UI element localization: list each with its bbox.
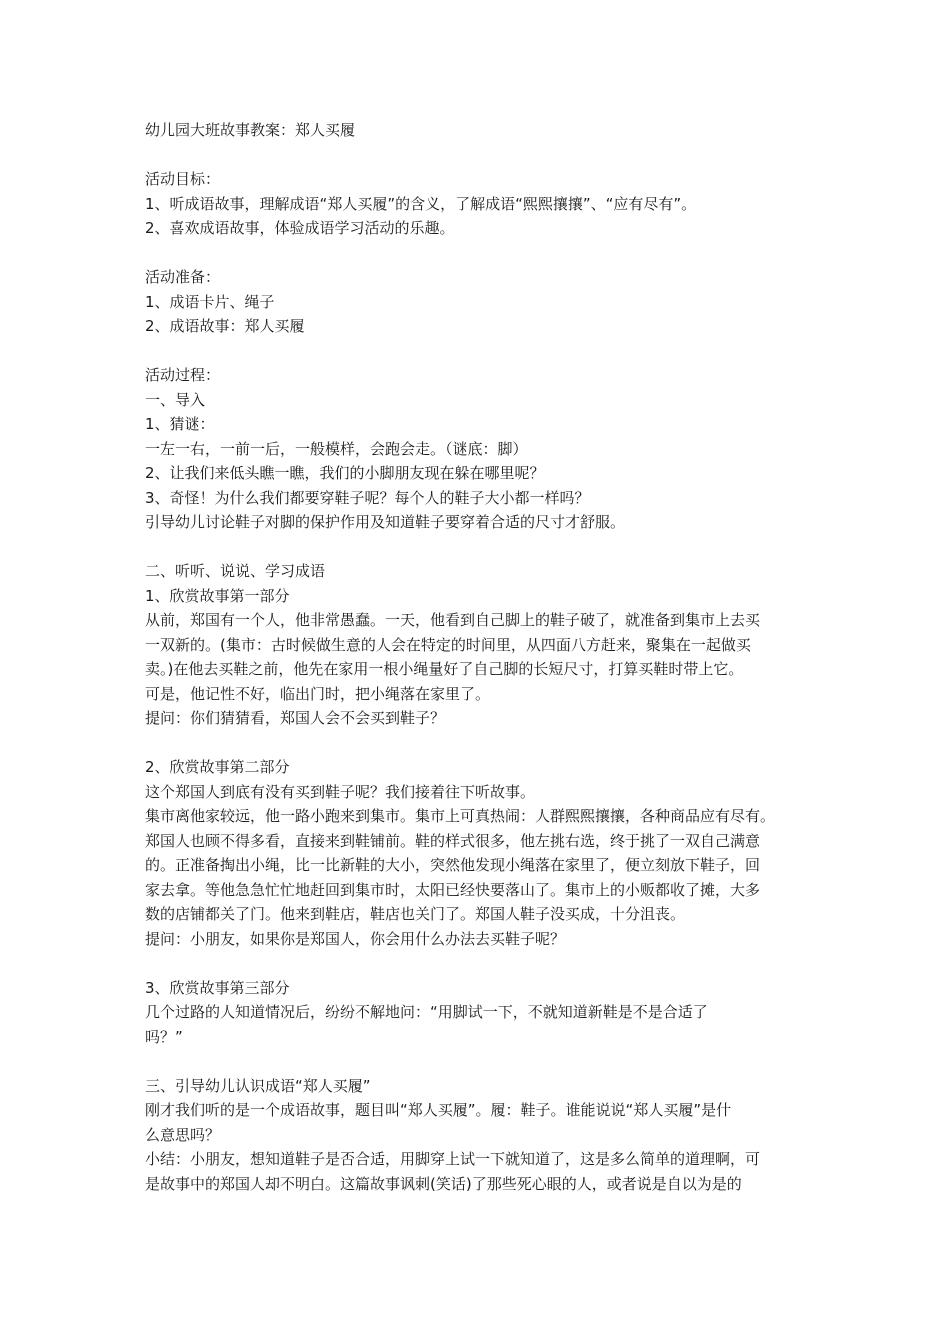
text-line: 一双新的。(集市：古时候做生意的人会在特定的时间里，从四面八方赶来，聚集在一起做买 [145,635,751,654]
document-title: 幼儿园大班故事教案：郑人买履 [145,121,356,139]
text-line: 是故事中的郑国人却不明白。这篇故事讽刺(笑话)了那些死心眼的人，或者说是自以为是的 [145,1174,742,1193]
text-line: 从前，郑国有一个人，他非常愚蠢。一天，他看到自己脚上的鞋子破了，就准备到集市上去买 [145,611,761,629]
text-line: 的。正准备掏出小绳，比一比新鞋的大小，突然他发现小绳落在家里了，便立刻放下鞋子，回 [145,856,761,874]
text-line: 数的店铺都关了门。他来到鞋店，鞋店也关门了。郑国人鞋子没买成，十分沮丧。 [145,905,686,923]
part3-heading: 三、引导幼儿认识成语“郑人买履” [145,1076,371,1095]
text-line: 郑国人也顾不得多看，直接来到鞋铺前。鞋的样式很多，他左挑右选，终于挑了一双自己满意 [145,831,761,850]
prep-item: 2、成语故事：郑人买履 [145,317,305,335]
text-line: 吗？” [145,1027,183,1046]
text-line: 家去拿。等他急急忙忙地赶回到集市时，太阳已经快要落山了。集市上的小贩都收了摊，大多 [145,880,761,899]
spacer [145,951,810,976]
spacer [145,731,810,756]
spacer [145,339,810,364]
text-line: 3、奇怪！为什么我们都要穿鞋子呢？每个人的鞋子大小都一样吗？ [145,488,590,507]
text-line: 这个郑国人到底有没有买到鞋子呢？我们接着往下听故事。 [145,782,536,801]
prep-heading: 活动准备： [145,268,221,286]
goal-item: 2、喜欢成语故事，体验成语学习活动的乐趣。 [145,219,455,237]
text-line: 提问：你们猜猜看，郑国人会不会买到鞋子？ [145,709,446,727]
goals-heading: 活动目标： [145,170,221,188]
text-line: 小结：小朋友，想知道鞋子是否合适，用脚穿上试一下就知道了，这是多么简单的道理啊，可 [145,1150,761,1168]
text-line: 卖。)在他去买鞋之前，他先在家用一根小绳量好了自己脚的长短尺寸，打算买鞋时带上它。 [145,660,744,678]
text-line: 可是，他记性不好，临出门时，把小绳落在家里了。 [145,684,491,703]
text-line: 1、猜谜： [145,415,215,433]
text-line: 2、让我们来低头瞧一瞧，我们的小脚朋友现在躲在哪里呢？ [145,464,545,482]
story-part1-heading: 1、欣赏故事第一部分 [145,586,290,605]
spacer [145,241,810,266]
story-part2-heading: 2、欣赏故事第二部分 [145,758,290,776]
goal-item: 1、听成语故事，理解成语“郑人买履”的含义，了解成语“熙熙攘攘”、“应有尽有”。 [145,194,697,213]
text-line: 引导幼儿讨论鞋子对脚的保护作用及知道鞋子要穿着合适的尺寸才舒服。 [145,513,626,531]
text-line: 提问：小朋友，如果你是郑国人，你会用什么办法去买鞋子呢？ [145,929,566,948]
text-line: 几个过路的人知道情况后，纷纷不解地问：“用脚试一下，不就知道新鞋是不是合适了 [145,1003,708,1021]
document-page [145,118,810,1196]
text-line: 么意思吗？ [145,1125,221,1144]
text-line: 刚才我们听的是一个成语故事，题目叫“郑人买履”。履：鞋子。谁能说说“郑人买履”是什 [145,1101,732,1119]
story-part3-heading: 3、欣赏故事第三部分 [145,978,290,997]
spacer [145,1049,810,1074]
spacer [145,535,810,560]
prep-item: 1、成语卡片、绳子 [145,292,275,311]
spacer [145,143,810,168]
text-line: 一左一右，一前一后，一般模样，会跑会走。（谜底：脚） [145,439,528,458]
part2-heading: 二、听听、说说、学习成语 [145,562,326,580]
process-heading: 活动过程： [145,366,221,384]
text-line: 集市离他家较远，他一路小跑来到集市。集市上可真热闹：人群熙熙攘攘，各种商品应有尽有。 [145,807,776,825]
part1-heading: 一、导入 [145,390,206,409]
